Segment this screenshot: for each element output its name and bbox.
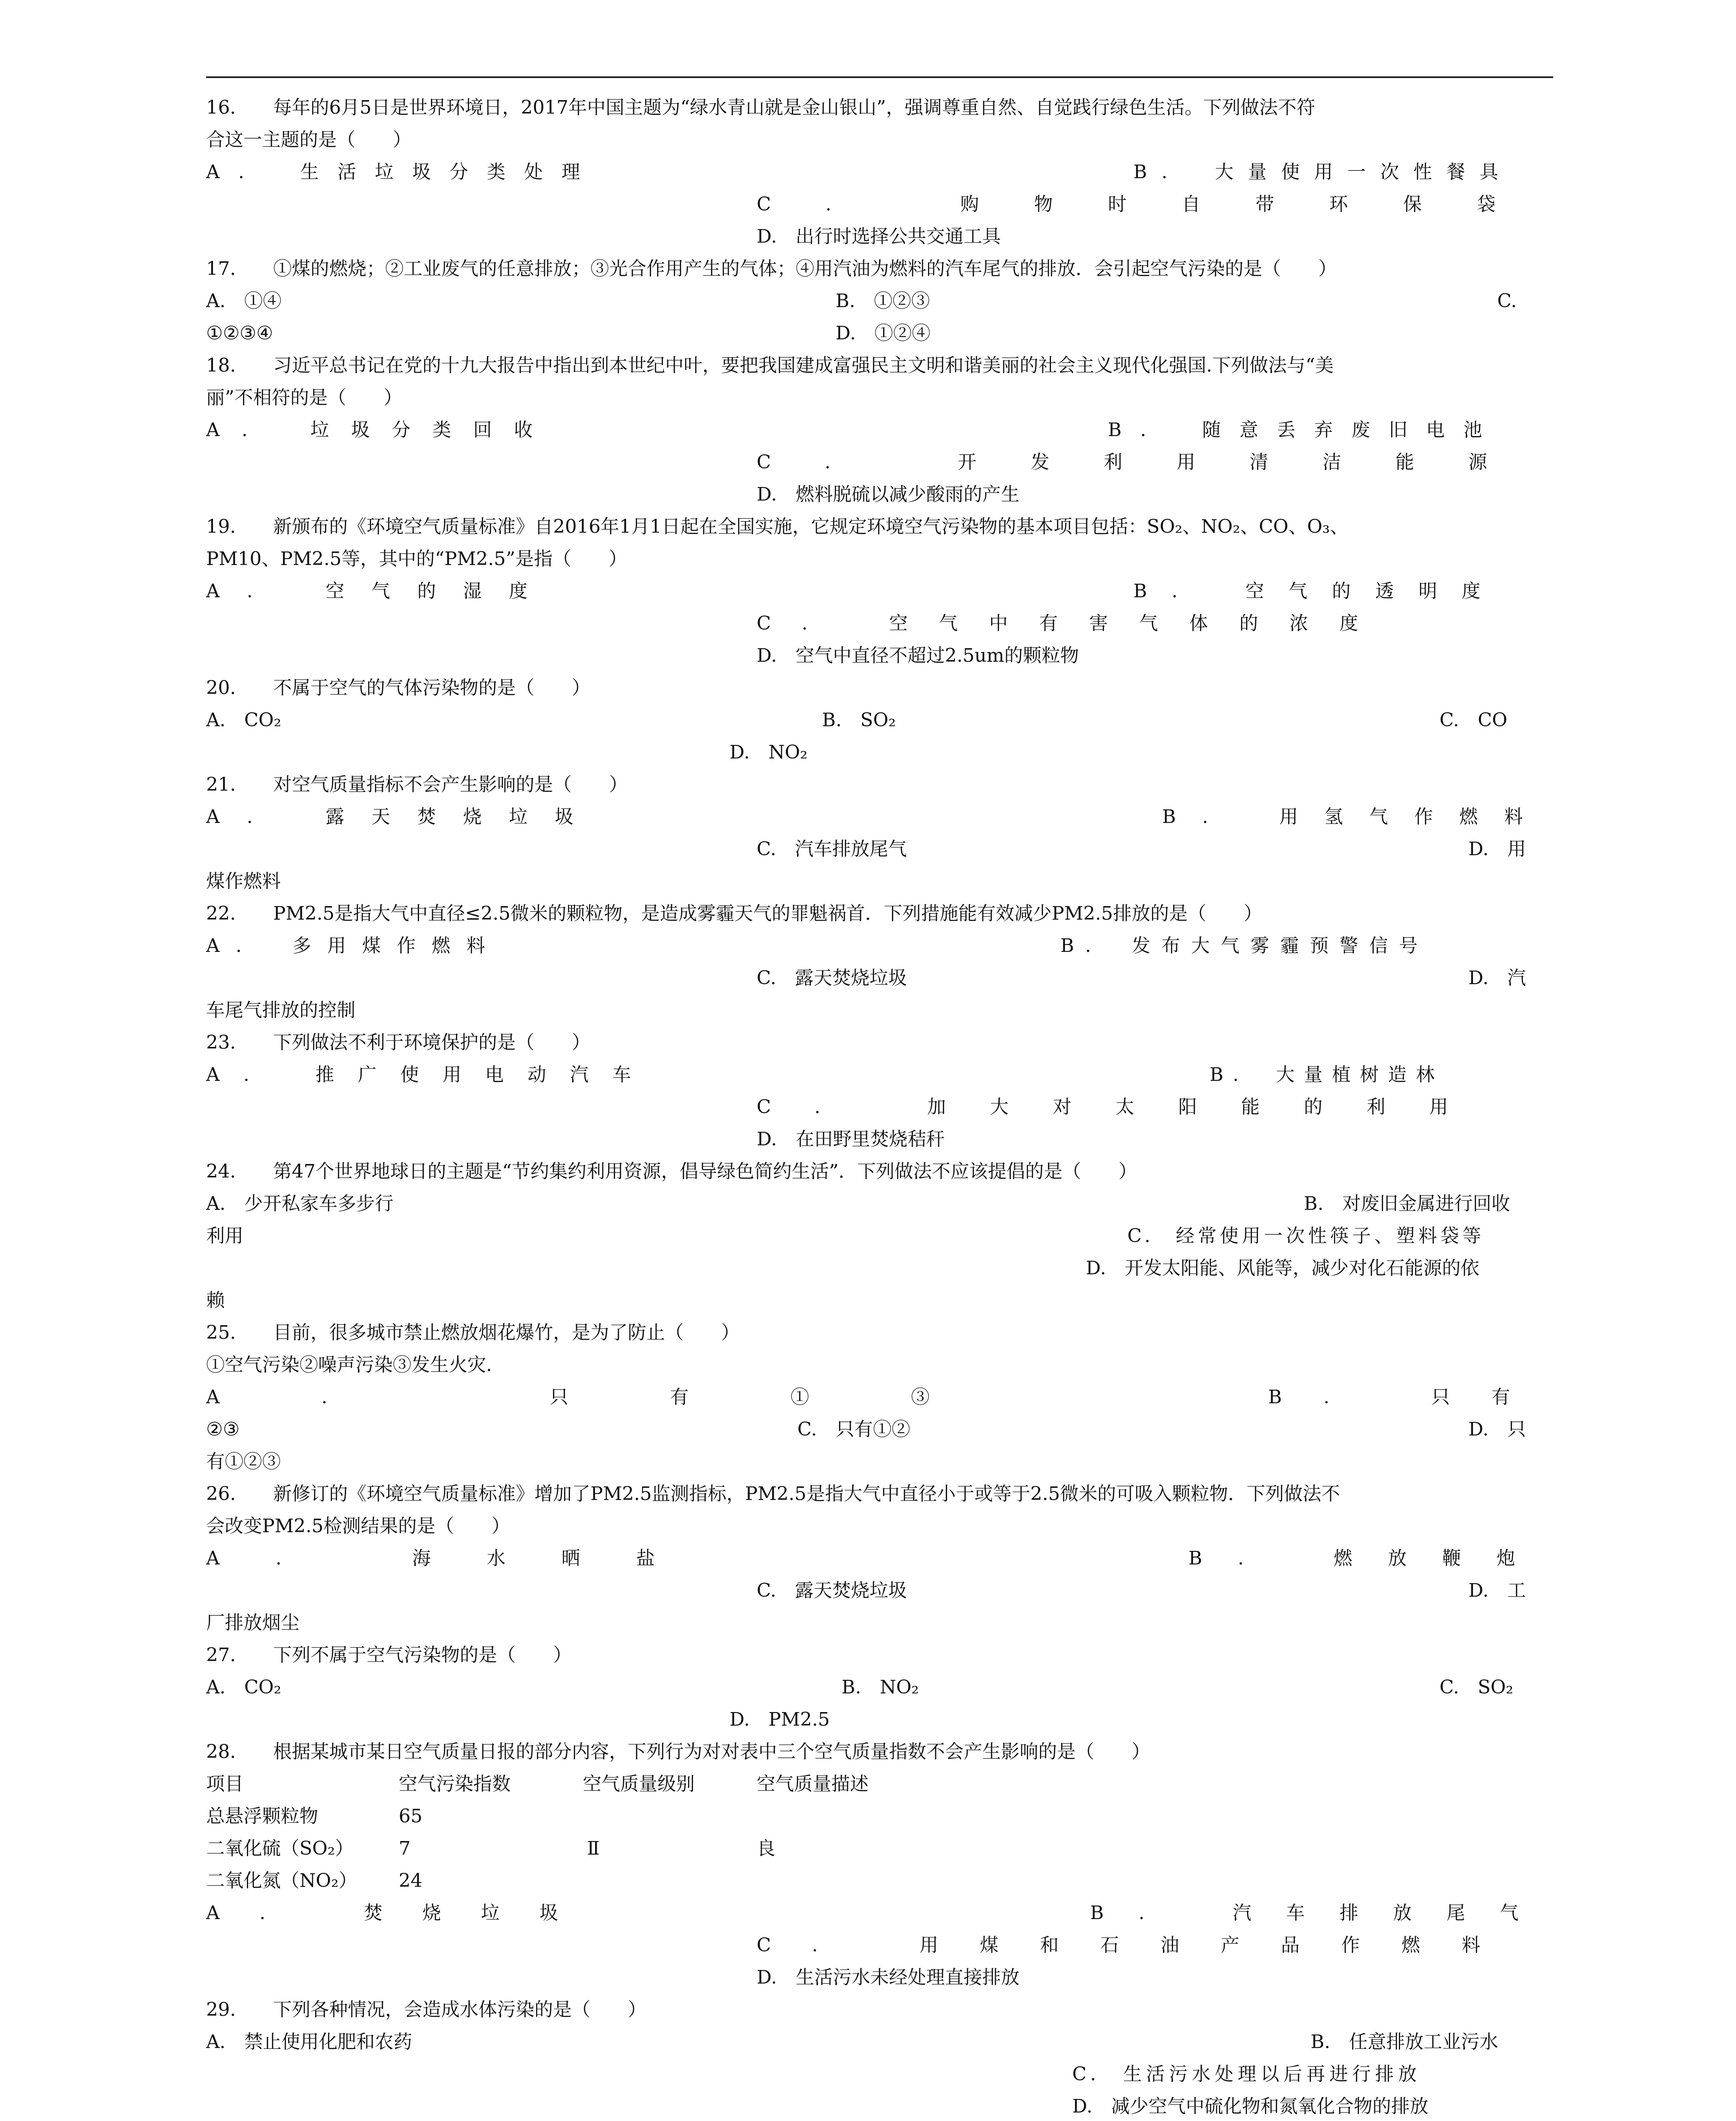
question-19-stem: 19. 新颁布的《环境空气质量标准》自2016年1月1日起在全国实施，它规定环境空气污染物的基本项目包括：SO₂、NO₂、CO、O₃、 <box>206 516 1349 537</box>
table-header-cell: 空气质量级别 <box>583 1773 695 1795</box>
question-20-option-c: C. CO <box>1440 709 1507 731</box>
question-18-option-d: D. 燃料脱硫以减少酸雨的产生 <box>757 484 1020 505</box>
question-26-option-c: C. 露天焚烧垃圾 <box>757 1580 907 1601</box>
question-20-stem: 20. 不属于空气的气体污染物的是（ ） <box>206 677 590 699</box>
question-28-option-a: A. 焚烧垃圾 <box>206 1902 598 1924</box>
question-23-stem: 23. 下列做法不利于环境保护的是（ ） <box>206 1032 590 1053</box>
question-18-option-a: A. 垃圾分类回收 <box>206 419 555 441</box>
question-29-option-d: D. 减少空气中硫化物和氮氧化合物的排放 <box>1072 2096 1428 2117</box>
question-29-option-a: A. 禁止使用化肥和农药 <box>206 2031 412 2053</box>
question-28-option-b: B. 汽车排放尾气 <box>1090 1902 1554 1924</box>
question-28-stem: 28. 根据某城市某日空气质量日报的部分内容，下列行为对对表中三个空气质量指数不会产生影响的是（ ） <box>206 1741 1150 1763</box>
question-24-option-b: 利用 <box>206 1225 243 1247</box>
question-28-option-c: C. 用煤和石油产品作燃料 <box>757 1934 1522 1956</box>
question-19-stem: PM10、PM2.5等，其中的“PM2.5”是指（ ） <box>206 548 627 570</box>
question-22-option-d: 车尾气排放的控制 <box>206 999 355 1021</box>
question-21-option-a: A. 露天焚烧垃圾 <box>206 806 601 828</box>
question-25-stem: ①空气污染②噪声污染③发生火灾. <box>206 1354 492 1376</box>
question-24-option-a: A. 少开私家车多步行 <box>206 1193 394 1214</box>
question-19-option-c: C. 空气中有害气体的浓度 <box>757 613 1390 634</box>
question-23-option-c: C. 加大对太阳能的利用 <box>757 1096 1493 1118</box>
question-26-stem: 会改变PM2.5检测结果的是（ ） <box>206 1515 510 1537</box>
table-cell: 总悬浮颗粒物 <box>206 1805 318 1827</box>
table-cell: 24 <box>399 1870 422 1892</box>
question-22-option-b: B. 发布大气雾霾预警信号 <box>1060 935 1429 957</box>
question-26-stem: 26. 新修订的《环境空气质量标准》增加了PM2.5监测指标，PM2.5是指大气中直径小于或等于2.5微米的可吸入颗粒物．下列做法不 <box>206 1483 1340 1505</box>
question-21-stem: 21. 对空气质量指标不会产生影响的是（ ） <box>206 774 628 795</box>
question-16-option-c: C. 购物时自带环保袋 <box>757 193 1551 215</box>
table-header-cell: 空气质量描述 <box>757 1773 869 1795</box>
header-rule <box>206 76 1553 78</box>
question-18-stem: 丽”不相符的是（ ） <box>206 387 403 409</box>
question-26-option-b: B. 燃放鞭炮 <box>1188 1547 1551 1569</box>
question-23-option-a: A. 推广使用电动汽车 <box>206 1064 655 1086</box>
question-22-option-d: D. 汽 <box>1468 967 1526 989</box>
question-18-stem: 18. 习近平总书记在党的十九大报告中指出到本世纪中叶，要把我国建成富强民主文明和谐美丽的社会主义现代化强国.下列做法与“美 <box>206 355 1334 376</box>
question-29-option-b: B. 任意排放工业污水 <box>1311 2031 1498 2053</box>
question-27-option-a: A. CO₂ <box>206 1676 282 1698</box>
question-26-option-a: A. 海水晒盐 <box>206 1547 711 1569</box>
question-17-option-c: C. <box>1497 290 1517 312</box>
question-20-option-b: B. SO₂ <box>822 709 896 731</box>
question-25-option-a: A. 只有①③ <box>206 1386 1032 1408</box>
question-16-stem: 16. 每年的6月5日是世界环境日，2017年中国主题为“绿水青山就是金山银山”，强调尊重自然、自觉践行绿色生活。下列做法不符 <box>206 97 1315 118</box>
question-29-option-c: C. 生活污水处理以后再进行排放 <box>1072 2063 1421 2085</box>
question-27-option-d: D. PM2.5 <box>730 1709 830 1730</box>
question-28-option-d: D. 生活污水未经处理直接排放 <box>757 1967 1020 1988</box>
question-25-option-b: ②③ <box>206 1419 240 1440</box>
question-27-stem: 27. 下列不属于空气污染物的是（ ） <box>206 1644 572 1666</box>
question-19-option-b: B. 空气的透明度 <box>1133 580 1505 602</box>
table-cell: 7 <box>399 1838 411 1859</box>
question-24-option-d: D. 开发太阳能、风能等，减少对化石能源的依 <box>1086 1257 1479 1279</box>
table-header-cell: 空气污染指数 <box>399 1773 511 1795</box>
table-cell: Ⅱ <box>587 1838 600 1859</box>
question-25-option-b: B. 只有 <box>1268 1386 1552 1408</box>
question-18-option-c: C. 开发利用清洁能源 <box>757 451 1542 473</box>
table-cell: 二氧化硫（SO₂） <box>206 1838 354 1859</box>
question-23-option-d: D. 在田野里焚烧秸秆 <box>757 1128 945 1150</box>
question-17-option-d: D. ①②④ <box>836 322 931 344</box>
question-17-stem: 17. ①煤的燃烧；②工业废气的任意排放；③光合作用产生的气体；④用汽油为燃料的汽车尾气的排放．会引起空气污染的是（ ） <box>206 258 1337 280</box>
question-24-option-d: 赖 <box>206 1290 225 1311</box>
question-19-option-d: D. 空气中直径不超过2.5um的颗粒物 <box>757 645 1079 666</box>
question-21-option-b: B. 用氢气作燃料 <box>1162 806 1549 828</box>
question-22-option-c: C. 露天焚烧垃圾 <box>757 967 907 989</box>
question-25-stem: 25. 目前，很多城市禁止燃放烟花爆竹，是为了防止（ ） <box>206 1322 740 1343</box>
table-cell: 良 <box>757 1838 775 1859</box>
question-18-option-b: B. 随意丢弃废旧电池 <box>1108 419 1501 441</box>
question-21-option-d: 煤作燃料 <box>206 870 281 892</box>
table-header-cell: 项目 <box>206 1773 243 1795</box>
table-cell: 二氧化氮（NO₂） <box>206 1870 358 1892</box>
question-16-option-d: D. 出行时选择公共交通工具 <box>757 226 1001 247</box>
question-21-option-d: D. 用 <box>1468 838 1526 860</box>
question-27-option-c: C. SO₂ <box>1440 1676 1513 1698</box>
question-17-option-c: ①②③④ <box>206 322 273 344</box>
question-25-option-d: 有①②③ <box>206 1451 281 1472</box>
question-26-option-d: 厂排放烟尘 <box>206 1612 299 1634</box>
question-24-option-c: C. 经常使用一次性筷子、塑料袋等 <box>1127 1225 1485 1247</box>
question-22-stem: 22. PM2.5是指大气中直径≤2.5微米的颗粒物，是造成雾霾天气的罪魁祸首．下列措施能有效减少PM2.5排放的是（ ） <box>206 903 1263 924</box>
question-22-option-a: A. 多用煤作燃料 <box>206 935 501 957</box>
question-26-option-d: D. 工 <box>1468 1580 1526 1601</box>
question-16-stem: 合这一主题的是（ ） <box>206 129 411 151</box>
question-29-stem: 29. 下列各种情况，会造成水体污染的是（ ） <box>206 1999 646 2020</box>
table-cell: 65 <box>399 1805 422 1827</box>
question-27-option-b: B. NO₂ <box>841 1676 919 1698</box>
question-25-option-c: C. 只有①② <box>797 1419 911 1440</box>
question-25-option-d: D. 只 <box>1468 1419 1526 1440</box>
question-20-option-d: D. NO₂ <box>730 742 808 763</box>
question-21-option-c: C. 汽车排放尾气 <box>757 838 907 860</box>
question-16-option-a: A. 生活垃圾分类处理 <box>206 161 599 183</box>
question-16-option-b: B. 大量使用一次性餐具 <box>1133 161 1513 183</box>
question-23-option-b: B. 大量植树造林 <box>1210 1064 1444 1086</box>
question-24-stem: 24. 第47个世界地球日的主题是“节约集约利用资源，倡导绿色简约生活”．下列做法不应该提倡的是（ ） <box>206 1161 1137 1182</box>
question-17-option-b: B. ①②③ <box>836 290 930 312</box>
question-20-option-a: A. CO₂ <box>206 709 282 731</box>
question-17-option-a: A. ①④ <box>206 290 282 312</box>
question-24-option-b: B. 对废旧金属进行回收 <box>1304 1193 1510 1214</box>
question-19-option-a: A. 空气的湿度 <box>206 580 555 602</box>
